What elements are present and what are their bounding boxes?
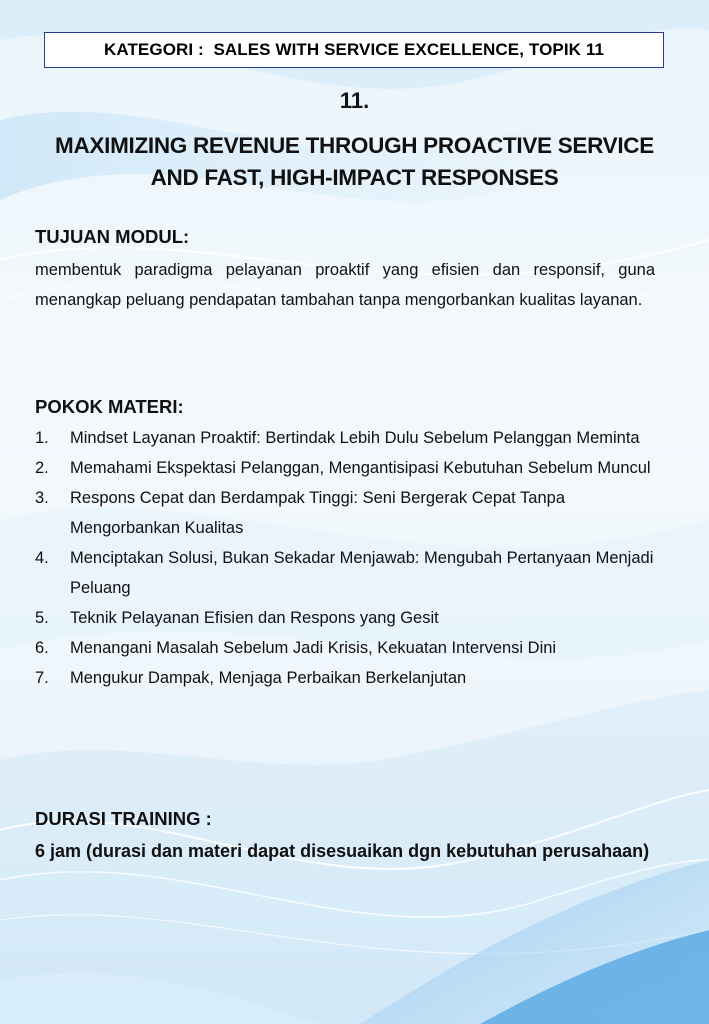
materials-heading: POKOK MATERI: (35, 396, 184, 417)
list-item-text: Menciptakan Solusi, Bukan Sekadar Menjawab: Mengubah Pertanyaan Menjadi Peluang (70, 549, 654, 597)
list-item-number: 2. (35, 459, 49, 477)
list-item-text: Mengukur Dampak, Menjaga Perbaikan Berkelanjutan (70, 669, 467, 687)
objective-heading: TUJUAN MODUL: (35, 226, 190, 247)
materials-list (35, 423, 675, 693)
list-item (35, 453, 675, 483)
list-item-number: 1. (35, 429, 49, 447)
list-item-text: Mindset Layanan Proaktif: Bertindak Lebih Dulu Sebelum Pelanggan Meminta (70, 429, 640, 447)
list-item (35, 543, 675, 603)
list-item (35, 423, 675, 453)
topic-number: 11. (339, 88, 370, 113)
list-item (35, 633, 675, 663)
list-item-text: Respons Cepat dan Berdampak Tinggi: Seni Bergerak Cepat Tanpa Mengorbankan Kualitas (70, 489, 566, 537)
list-item-number: 4. (35, 549, 49, 567)
list-item-text: Menangani Masalah Sebelum Jadi Krisis, Kekuatan Intervensi Dini (70, 639, 557, 657)
objective-text: membentuk paradigma pelayanan proaktif yang efisien dan responsif, guna menangkap peluang pendapatan tambahan tanpa mengorbankan kualitas layanan. (35, 261, 655, 309)
topic-title: MAXIMIZING REVENUE THROUGH PROACTIVE SERVICE AND FAST, HIGH-IMPACT RESPONSES (55, 133, 654, 190)
duration-text: 6 jam (durasi dan materi dapat disesuaikan dgn kebutuhan perusahaan) (35, 841, 650, 861)
list-item-number: 3. (35, 489, 49, 507)
list-item-number: 5. (35, 609, 49, 627)
duration-heading: DURASI TRAINING : (35, 808, 212, 829)
list-item (35, 483, 675, 543)
list-item-text: Teknik Pelayanan Efisien dan Respons yang Gesit (70, 609, 439, 627)
list-item-number: 7. (35, 669, 49, 687)
list-item (35, 603, 675, 633)
category-banner: KATEGORI : SALES WITH SERVICE EXCELLENCE, TOPIK 11 (44, 32, 664, 68)
list-item (35, 663, 675, 693)
list-item-text: Memahami Ekspektasi Pelanggan, Mengantisipasi Kebutuhan Sebelum Muncul (70, 459, 651, 477)
list-item-number: 6. (35, 639, 49, 657)
